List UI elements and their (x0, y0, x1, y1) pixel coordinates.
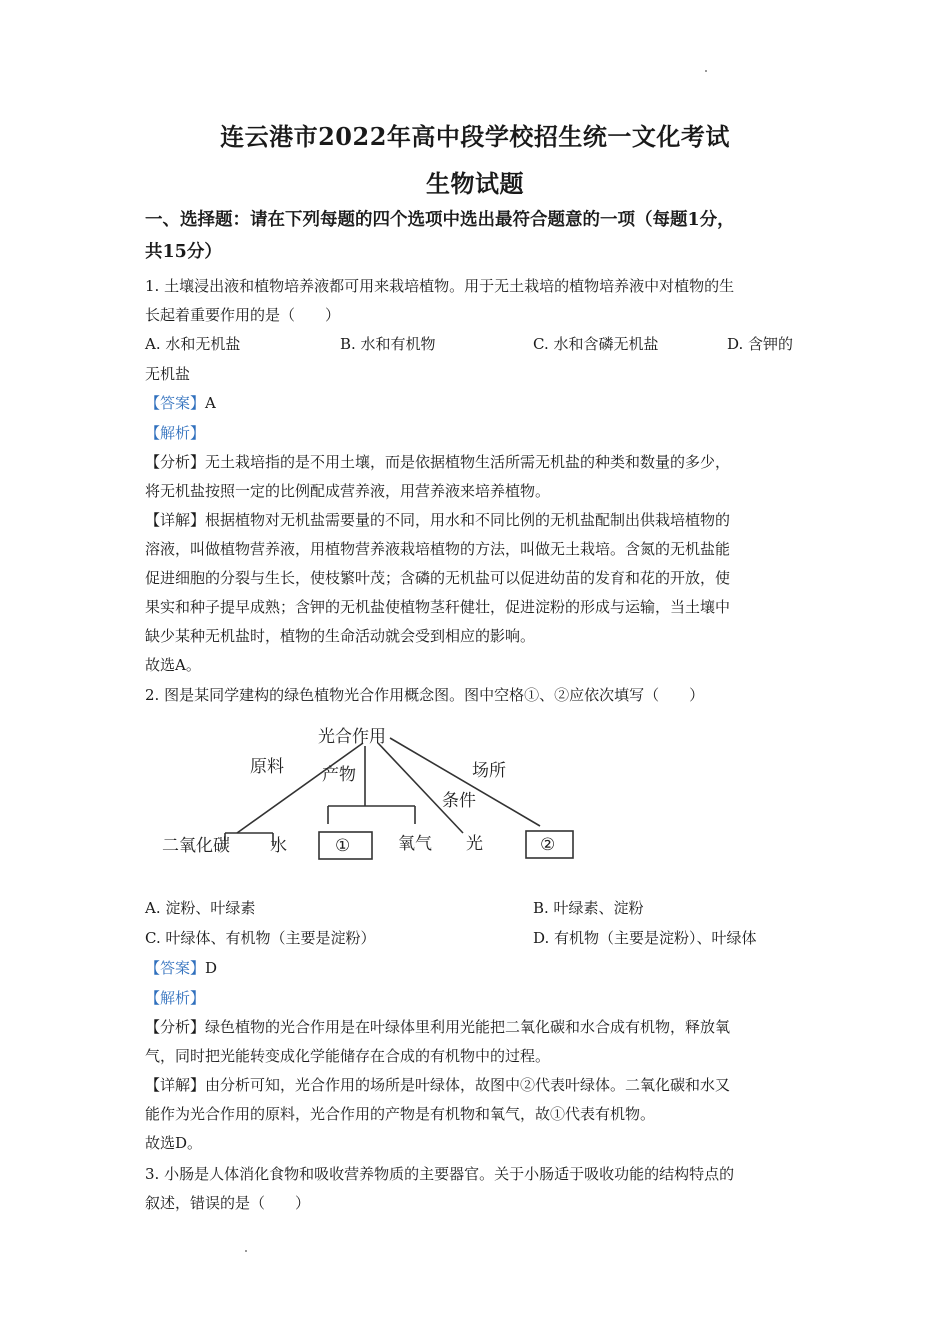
fenxi-tag: 【分析】 (145, 1018, 206, 1036)
q2-conclusion: 故选D。 (145, 1134, 203, 1152)
q1-option-c: C. 水和含磷无机盐 (533, 335, 659, 353)
q2-fenxi-cont: 气，同时把光能转变成化学能储存在合成的有机物中的过程。 (145, 1047, 551, 1065)
q1-option-d: D. 含钾的 (727, 335, 794, 353)
label-condition: 条件 (442, 791, 476, 811)
speck-mark (705, 70, 707, 72)
q1-xiangjie-text: 根据植物对无机盐需要量的不同，用水和不同比例的无机盐配制出供栽培植物的 (205, 511, 731, 529)
node-co2: 二氧化碳 (162, 836, 230, 856)
q2-fenxi-text: 绿色植物的光合作用是在叶绿体里利用光能把二氧化碳和水合成有机物，释放氧 (205, 1018, 731, 1036)
q1-option-a: A. 水和无机盐 (145, 335, 241, 353)
answer-tag: 【答案】 (145, 394, 206, 412)
label-place: 场所 (472, 761, 506, 781)
q2-xiangjie (145, 1075, 805, 1095)
exam-title: 连云港市2022年高中段学校招生统一文化考试 (220, 122, 730, 151)
node-blank2: ② (540, 835, 556, 855)
q1-answer-line (145, 393, 805, 413)
section-heading-cont: 共15分） (145, 242, 222, 262)
speck-mark (245, 1250, 247, 1252)
node-oxygen: 氧气 (398, 834, 432, 854)
link-place (390, 738, 540, 826)
exam-subtitle: 生物试题 (426, 169, 524, 198)
node-blank1: ① (335, 836, 351, 856)
q1-option-b: B. 水和有机物 (340, 335, 436, 353)
q1-xiangjie-cont: 果实和种子提早成熟；含钾的无机盐使植物茎秆健壮，促进淀粉的形成与运输，当土壤中 (145, 598, 731, 616)
node-water: 水 (270, 836, 287, 856)
q1-stem: 1. 土壤浸出液和植物培养液都可用来栽培植物。用于无土栽培的植物培养液中对植物的生 (145, 277, 735, 295)
q1-xiangjie-cont: 促进细胞的分裂与生长，使枝繁叶茂；含磷的无机盐可以促进幼苗的发育和花的开放，使 (145, 569, 731, 587)
q1-xiangjie-cont: 溶液，叫做植物营养液，用植物营养液栽培植物的方法，叫做无土栽培。含氮的无机盐能 (145, 540, 731, 558)
q1-fenxi (145, 452, 805, 472)
q2-option-c: C. 叶绿体、有机物（主要是淀粉） (145, 929, 376, 947)
fenxi-tag: 【分析】 (145, 453, 206, 471)
q1-fenxi-cont: 将无机盐按照一定的比例配成营养液，用营养液来培养植物。 (145, 482, 551, 500)
q1-conclusion: 故选A。 (145, 656, 201, 674)
q1-xiangjie (145, 510, 805, 530)
q1-answer: A (205, 394, 216, 412)
photosynthesis-concept-map (150, 718, 600, 868)
q2-option-a: A. 淀粉、叶绿素 (145, 899, 256, 917)
q1-fenxi-text: 无土栽培指的是不用土壤，而是依据植物生活所需无机盐的种类和数量的多少， (205, 453, 731, 471)
q1-analysis-line (145, 423, 805, 443)
q3-stem: 3. 小肠是人体消化食物和吸收营养物质的主要器官。关于小肠适于吸收功能的结构特点的 (145, 1165, 735, 1183)
q2-stem: 2. 图是某同学建构的绿色植物光合作用概念图。图中空格①、②应依次填写（ ） (145, 686, 705, 704)
xiangjie-tag: 【详解】 (145, 1076, 206, 1094)
q2-answer-line (145, 958, 805, 978)
q2-option-d: D. 有机物（主要是淀粉）、叶绿体 (533, 929, 757, 947)
xiangjie-tag: 【详解】 (145, 511, 206, 529)
q2-fenxi (145, 1017, 805, 1037)
q1-option-d-cont: 无机盐 (145, 365, 191, 383)
q1-stem-cont: 长起着重要作用的是（ ） (145, 306, 341, 324)
q2-xiangjie-text: 由分析可知，光合作用的场所是叶绿体，故图中②代表叶绿体。二氧化碳和水又 (205, 1076, 731, 1094)
q1-xiangjie-cont: 缺少某种无机盐时，植物的生命活动就会受到相应的影响。 (145, 627, 536, 645)
q2-xiangjie-cont: 能作为光合作用的原料，光合作用的产物是有机物和氧气，故①代表有机物。 (145, 1105, 656, 1123)
q2-analysis-line (145, 988, 805, 1008)
node-light: 光 (466, 834, 483, 854)
label-product: 产物 (322, 765, 356, 785)
label-raw: 原料 (250, 757, 284, 777)
section-heading: 一、选择题：请在下列每题的四个选项中选出最符合题意的一项（每题1分， (145, 210, 735, 230)
q2-option-b: B. 叶绿素、淀粉 (533, 899, 644, 917)
q2-answer: D (205, 959, 218, 977)
answer-tag: 【答案】 (145, 959, 206, 977)
q3-stem-cont: 叙述，错误的是（ ） (145, 1194, 311, 1212)
analysis-tag: 【解析】 (145, 424, 206, 442)
analysis-tag: 【解析】 (145, 989, 206, 1007)
node-root: 光合作用 (318, 727, 386, 747)
